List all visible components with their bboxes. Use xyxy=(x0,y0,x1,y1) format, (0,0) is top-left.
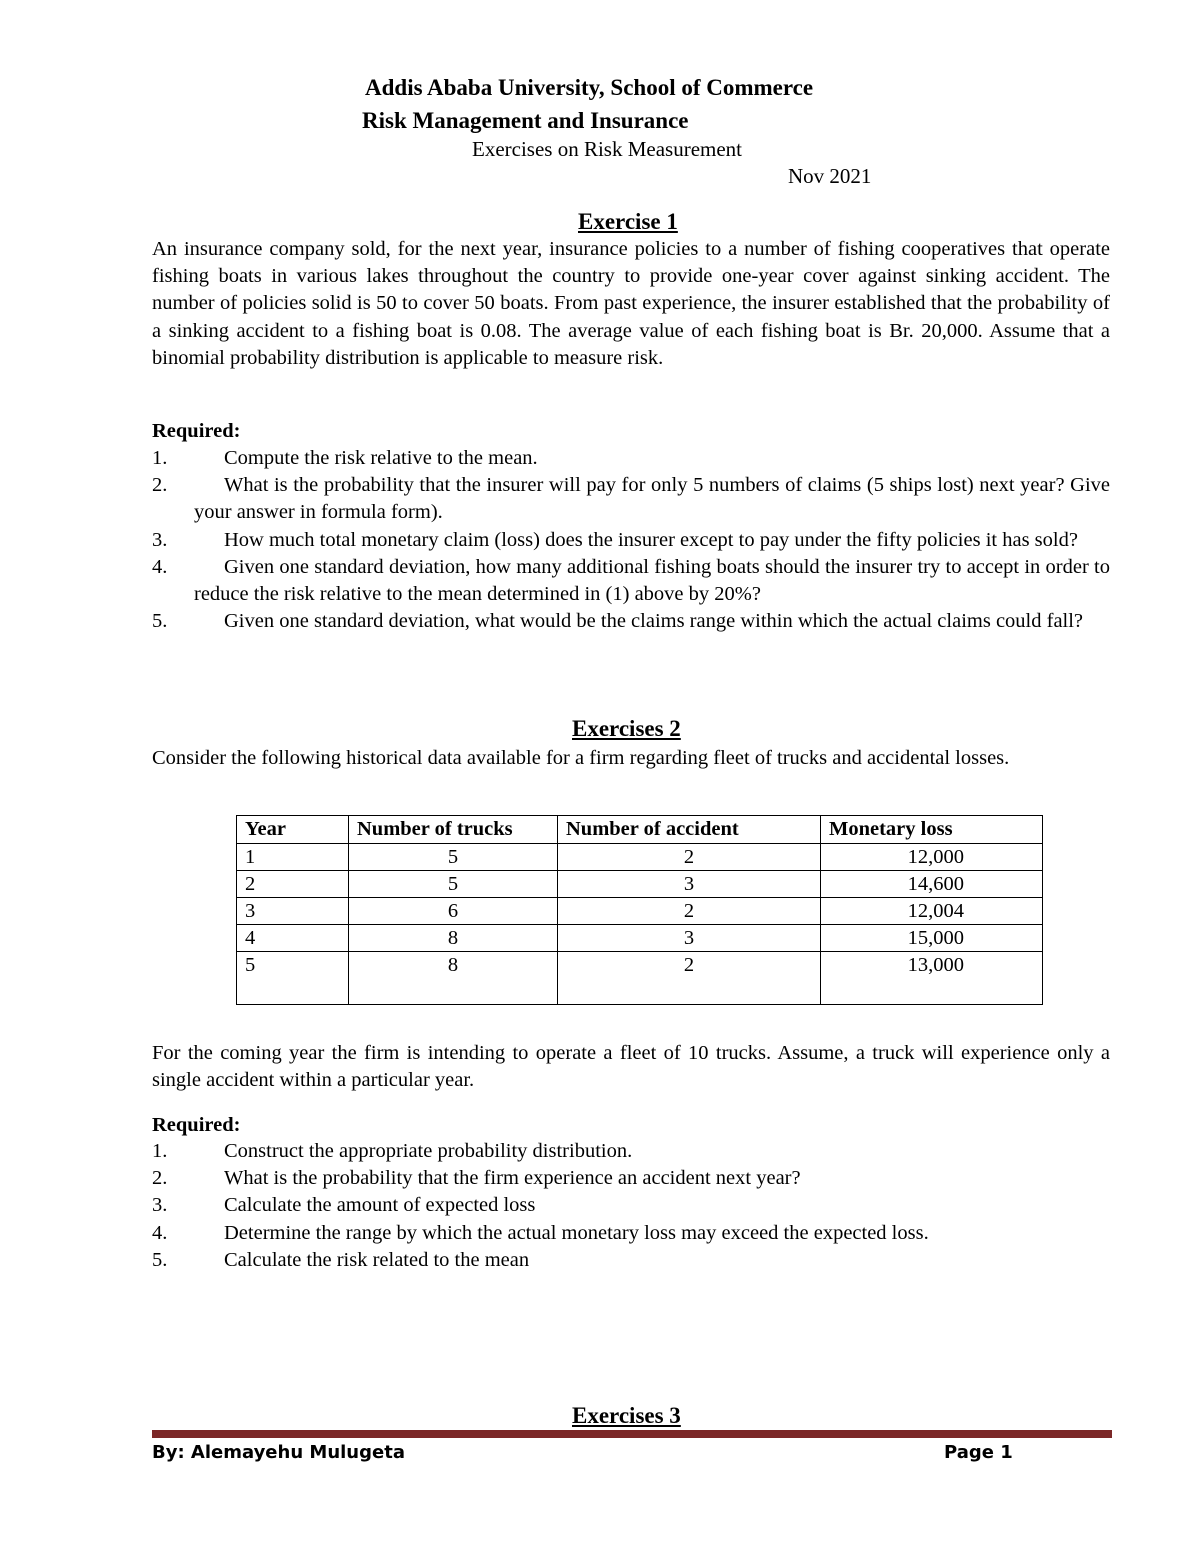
list-item xyxy=(152,1138,1110,1165)
item-text: Calculate the amount of expected loss xyxy=(224,1194,536,1217)
table-row xyxy=(237,898,1043,925)
column-header-monetary-loss: Monetary loss xyxy=(821,816,1043,844)
table-row xyxy=(237,925,1043,952)
item-text: Compute the risk relative to the mean. xyxy=(224,447,538,469)
item-number: 1. xyxy=(152,1140,168,1162)
table-row xyxy=(237,952,1043,1005)
cell-trucks: 8 xyxy=(349,952,558,1005)
item-number: 2. xyxy=(152,474,168,497)
item-number: 3. xyxy=(152,1194,168,1217)
cell-accidents: 3 xyxy=(558,871,821,898)
item-number: 2. xyxy=(152,1167,168,1190)
document-subtitle: Exercises on Risk Measurement xyxy=(472,137,743,161)
table-row xyxy=(237,844,1043,871)
cell-trucks: 5 xyxy=(349,844,558,871)
exercise1-required-label: Required: xyxy=(152,420,241,442)
cell-year: 1 xyxy=(237,844,349,871)
exercise2-note: For the coming year the firm is intending to operate a fleet of 10 trucks. Assume, a truck will experience only a single accident within a particular year. xyxy=(152,1042,1110,1092)
cell-monetary-loss: 13,000 xyxy=(821,952,1043,1005)
cell-trucks: 8 xyxy=(349,925,558,952)
item-number: 4. xyxy=(152,1221,168,1244)
cell-monetary-loss: 14,600 xyxy=(821,871,1043,898)
table-row xyxy=(237,871,1043,898)
list-item xyxy=(152,1247,1110,1274)
cell-trucks: 5 xyxy=(349,871,558,898)
item-number: 4. xyxy=(152,555,168,578)
cell-accidents: 2 xyxy=(558,952,821,1005)
item-number: 1. xyxy=(152,447,168,469)
course-heading: Risk Management and Insurance xyxy=(362,108,689,133)
column-header-year: Year xyxy=(237,816,349,844)
footer-divider xyxy=(152,1430,1112,1438)
exercise2-required-label: Required: xyxy=(152,1114,241,1136)
truck-accident-table xyxy=(236,815,1043,1005)
item-text: Given one standard deviation, how many additional fishing boats should the insurer try to accept in order to reduce the risk relative to the mean determined in (1) above by 20%? xyxy=(194,555,1110,606)
table-header-row xyxy=(237,816,1043,844)
document-date: Nov 2021 xyxy=(788,164,872,188)
exercise2-question-list xyxy=(152,1138,1110,1274)
cell-year: 5 xyxy=(237,952,349,1005)
item-text: Determine the range by which the actual monetary loss may exceed the expected loss. xyxy=(224,1221,929,1244)
list-item xyxy=(152,472,1110,526)
cell-accidents: 2 xyxy=(558,898,821,925)
exercise1-question-list xyxy=(152,445,1110,635)
cell-monetary-loss: 12,004 xyxy=(821,898,1043,925)
list-item xyxy=(152,1192,1110,1219)
exercise2-intro: Consider the following historical data available for a firm regarding fleet of trucks and accidental losses. xyxy=(152,747,1010,769)
list-item xyxy=(152,608,1110,635)
list-item xyxy=(152,527,1110,554)
item-text: Construct the appropriate probability distribution. xyxy=(224,1140,633,1162)
list-item xyxy=(152,445,1110,472)
item-number: 5. xyxy=(152,1248,168,1271)
cell-trucks: 6 xyxy=(349,898,558,925)
footer-page-number: Page 1 xyxy=(944,1442,1013,1463)
list-item xyxy=(152,1220,1110,1247)
exercise3-title: Exercises 3 xyxy=(572,1403,681,1428)
exercise2-title: Exercises 2 xyxy=(572,716,681,741)
cell-accidents: 3 xyxy=(558,925,821,952)
item-number: 5. xyxy=(152,610,168,633)
item-text: How much total monetary claim (loss) does the insurer except to pay under the fifty policies it has sold? xyxy=(224,528,1078,551)
footer-author: By: Alemayehu Mulugeta xyxy=(152,1442,405,1463)
list-item xyxy=(152,554,1110,608)
item-text: What is the probability that the firm experience an accident next year? xyxy=(224,1167,801,1190)
university-heading: Addis Ababa University, School of Commerce xyxy=(365,75,814,100)
item-text: Given one standard deviation, what would be the claims range within which the actual claims could fall? xyxy=(224,610,1084,633)
exercise1-title: Exercise 1 xyxy=(578,209,678,234)
cell-year: 2 xyxy=(237,871,349,898)
list-item xyxy=(152,1165,1110,1192)
cell-year: 4 xyxy=(237,925,349,952)
item-number: 3. xyxy=(152,528,168,551)
item-text: Calculate the risk related to the mean xyxy=(224,1248,530,1271)
cell-accidents: 2 xyxy=(558,844,821,871)
column-header-trucks: Number of trucks xyxy=(349,816,558,844)
cell-monetary-loss: 12,000 xyxy=(821,844,1043,871)
column-header-accidents: Number of accident xyxy=(558,816,821,844)
cell-year: 3 xyxy=(237,898,349,925)
cell-monetary-loss: 15,000 xyxy=(821,925,1043,952)
exercise1-body: An insurance company sold, for the next year, insurance policies to a number of fishing cooperatives that operate fishing boats in various lakes throughout the country to provide one-year cover against sinking accident. The number of policies solid is 50 to cover 50 boats. From past experience, the insurer established that the probability of a sinking accident to a fishing boat is 0.08. The average value of each fishing boat is Br. 20,000. Assume that a binomial probability distribution is applicable to measure risk. xyxy=(152,238,1110,369)
item-text: What is the probability that the insurer will pay for only 5 numbers of claims (5 ships lost) next year? Give your answer in formula form). xyxy=(194,474,1110,524)
